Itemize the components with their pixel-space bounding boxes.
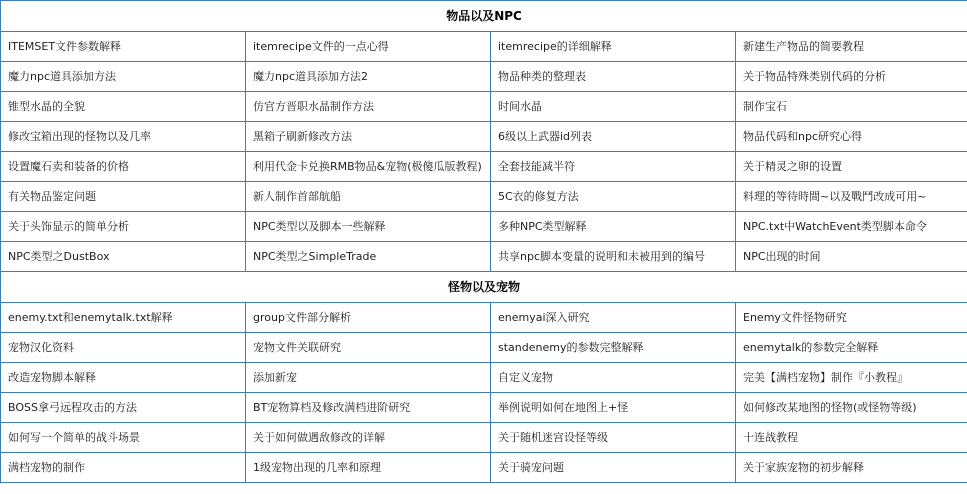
article-link[interactable]: 料理的等待時間~以及戰鬥改成可用~ <box>736 182 967 212</box>
table-row <box>1 303 967 333</box>
article-link[interactable]: 时间水晶 <box>491 92 736 122</box>
article-link[interactable]: 关于物品特殊类别代码的分析 <box>736 62 967 92</box>
article-link[interactable]: 6级以上武器id列表 <box>491 122 736 152</box>
article-link[interactable]: 满档宠物的制作 <box>1 453 246 483</box>
article-link[interactable]: ITEMSET文件参数解释 <box>1 32 246 62</box>
article-link[interactable]: NPC出现的时间 <box>736 242 967 272</box>
article-link[interactable]: 魔力npc道具添加方法2 <box>246 62 491 92</box>
article-link[interactable]: BT宠物算档及修改满档进阶研究 <box>246 393 491 423</box>
article-link[interactable]: itemrecipe的详细解释 <box>491 32 736 62</box>
article-link[interactable]: 全套技能减半符 <box>491 152 736 182</box>
article-link[interactable]: enemy.txt和enemytalk.txt解释 <box>1 303 246 333</box>
article-link[interactable]: 有关物品鉴定问题 <box>1 182 246 212</box>
article-link[interactable]: 物品种类的整理表 <box>491 62 736 92</box>
article-link[interactable]: 关于随机迷宫设怪等级 <box>491 423 736 453</box>
article-link[interactable]: 多种NPC类型解释 <box>491 212 736 242</box>
article-link[interactable]: 共享npc脚本变量的说明和未被用到的编号 <box>491 242 736 272</box>
article-link[interactable]: 黑箱子刷新修改方法 <box>246 122 491 152</box>
article-link[interactable]: 关于家族宠物的初步解释 <box>736 453 967 483</box>
table-row <box>1 62 967 92</box>
article-link[interactable]: 制作宝石 <box>736 92 967 122</box>
article-link[interactable]: 修改宝箱出现的怪物以及几率 <box>1 122 246 152</box>
article-link[interactable]: 关于骑宠问题 <box>491 453 736 483</box>
article-link[interactable]: 宠物文件关联研究 <box>246 333 491 363</box>
article-link[interactable]: group文件部分解析 <box>246 303 491 333</box>
article-link[interactable]: 1级宠物出现的几率和原理 <box>246 453 491 483</box>
article-link[interactable]: 物品代码和npc研究心得 <box>736 122 967 152</box>
table-row <box>1 363 967 393</box>
article-link[interactable]: 举例说明如何在地图上+怪 <box>491 393 736 423</box>
article-link[interactable]: 宠物汉化资料 <box>1 333 246 363</box>
article-link[interactable]: 关于头饰显示的简单分析 <box>1 212 246 242</box>
article-link[interactable]: enemytalk的参数完全解释 <box>736 333 967 363</box>
section-header-row <box>1 272 967 303</box>
table-row <box>1 393 967 423</box>
table-row <box>1 122 967 152</box>
article-link[interactable]: NPC类型以及脚本一些解释 <box>246 212 491 242</box>
article-link[interactable]: NPC.txt中WatchEvent类型脚本命令 <box>736 212 967 242</box>
section-header-row <box>1 1 967 32</box>
table-row <box>1 92 967 122</box>
article-link[interactable]: itemrecipe文件的一点心得 <box>246 32 491 62</box>
article-link[interactable]: 新建生产物品的简要教程 <box>736 32 967 62</box>
table-row <box>1 212 967 242</box>
article-link[interactable]: enemyai深入研究 <box>491 303 736 333</box>
article-link[interactable]: 利用代金卡兑换RMB物品&宠物(极傻瓜版教程) <box>246 152 491 182</box>
article-link[interactable]: NPC类型之DustBox <box>1 242 246 272</box>
article-link[interactable]: 十连战教程 <box>736 423 967 453</box>
article-link[interactable]: 锥型水晶的全貌 <box>1 92 246 122</box>
section-title: 怪物以及宠物 <box>1 272 967 303</box>
section-title: 物品以及NPC <box>1 1 967 32</box>
article-link[interactable]: BOSS拿弓远程攻击的方法 <box>1 393 246 423</box>
article-link[interactable]: 关于精灵之卵的设置 <box>736 152 967 182</box>
table-row <box>1 32 967 62</box>
article-link[interactable]: 添加新宠 <box>246 363 491 393</box>
article-link[interactable]: standenemy的参数完整解释 <box>491 333 736 363</box>
article-link[interactable]: NPC类型之SimpleTrade <box>246 242 491 272</box>
article-link[interactable]: 关于如何做遇敌修改的详解 <box>246 423 491 453</box>
table-row <box>1 242 967 272</box>
article-link[interactable]: Enemy文件怪物研究 <box>736 303 967 333</box>
article-link[interactable]: 如何修改某地图的怪物(或怪物等级) <box>736 393 967 423</box>
table-row <box>1 333 967 363</box>
article-link[interactable]: 5C衣的修复方法 <box>491 182 736 212</box>
article-link[interactable]: 仿官方晋职水晶制作方法 <box>246 92 491 122</box>
table-row <box>1 152 967 182</box>
table-row <box>1 182 967 212</box>
article-link[interactable]: 魔力npc道具添加方法 <box>1 62 246 92</box>
table-row <box>1 423 967 453</box>
article-link[interactable]: 如何写一个简单的战斗场景 <box>1 423 246 453</box>
table-row <box>1 453 967 483</box>
article-link[interactable]: 改造宠物脚本解释 <box>1 363 246 393</box>
article-link[interactable]: 新人制作首部航船 <box>246 182 491 212</box>
article-link[interactable]: 自定义宠物 <box>491 363 736 393</box>
article-link[interactable]: 设置魔石卖和装备的价格 <box>1 152 246 182</box>
article-link[interactable]: 完美【满档宠物】制作『小教程』 <box>736 363 967 393</box>
